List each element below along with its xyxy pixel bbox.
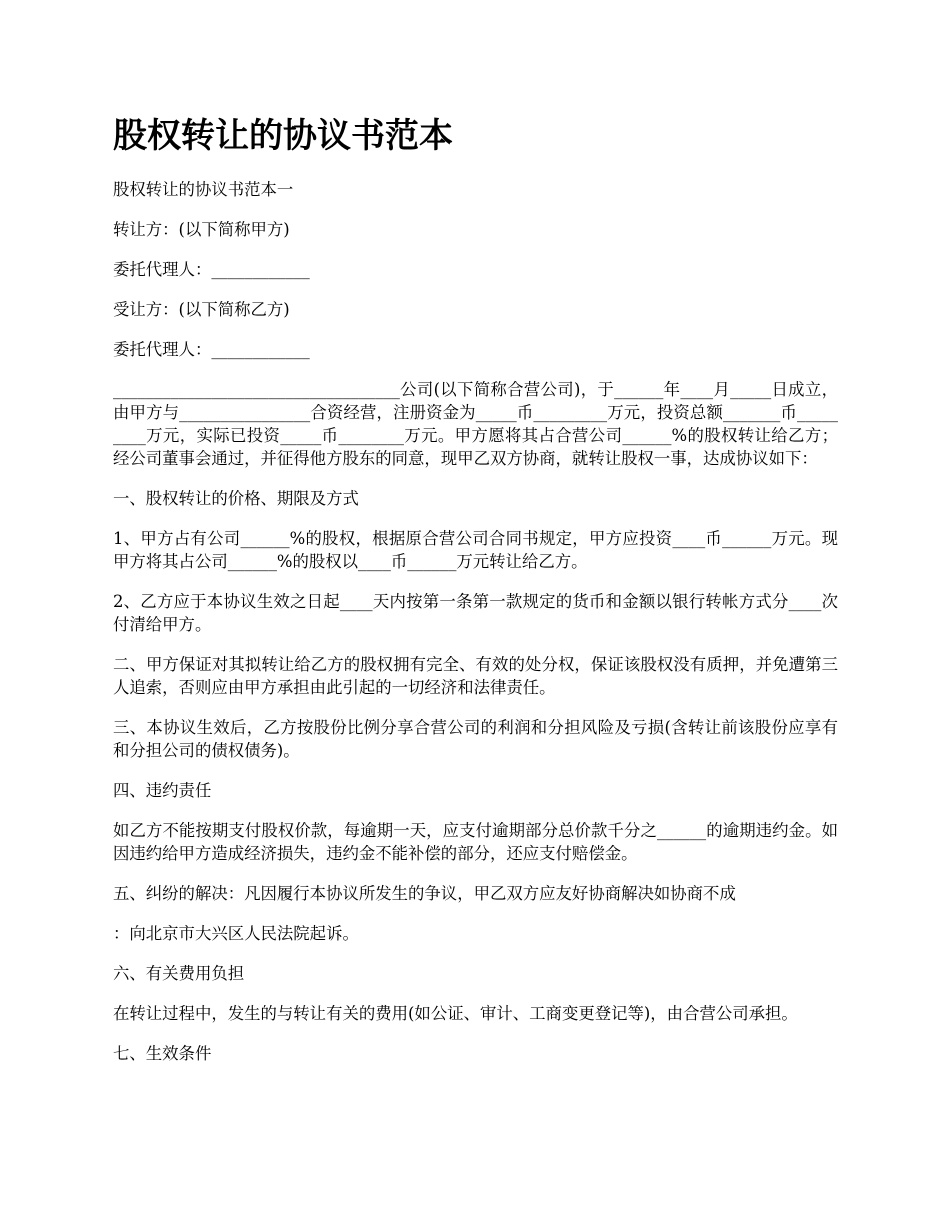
paragraph-heading-version: 股权转让的协议书范本一: [113, 180, 294, 199]
document-title: 股权转让的协议书范本: [113, 116, 453, 156]
clause-1-1: 1、甲方占有公司______%的股权，根据原合营公司合同书规定，甲方应投资____币______万元。现甲方将其占公司______%的股权以____币______万元转让给乙方。: [113, 529, 838, 571]
paragraph-transferor-agent: 委托代理人：____________: [113, 260, 310, 279]
section-heading-7: 七、生效条件: [113, 1044, 212, 1063]
paragraph-transferor: 转让方：(以下简称甲方): [113, 220, 290, 239]
section-3: 三、本协议生效后，乙方按股份比例分享合营公司的利润和分担风险及亏损(含转让前该股份应享有和分担公司的债权债务)。: [113, 718, 838, 760]
paragraph-transferee-agent: 委托代理人：____________: [113, 340, 310, 359]
clause-fees: 在转让过程中，发生的与转让有关的费用(如公证、审计、工商变更登记等)，由合营公司承担。: [113, 1004, 798, 1023]
section-heading-4: 四、违约责任: [113, 781, 212, 800]
document-page: [113, 112, 838, 1082]
section-2: 二、甲方保证对其拟转让给乙方的股权拥有完全、有效的处分权，保证该股权没有质押，并免遭第三人追索，否则应由甲方承担由此引起的一切经济和法律责任。: [113, 655, 838, 697]
paragraph-preamble: ___________________________________公司(以下简称合营公司)，于______年____月_____日成立，由甲方与________________合资经营，注册资金为_____币_________万元，投资总额_______币_________万元，实际已投资_____币________万元。甲方愿将其占合营公司______%的股权转让给乙方；经公司董事会通过，并征得他方股东的同意，现甲乙双方协商，就转让股权一事，达成协议如下：: [113, 380, 838, 468]
clause-breach: 如乙方不能按期支付股权价款，每逾期一天，应支付逾期部分总价款千分之______的逾期违约金。如因违约给甲方造成经济损失，违约金不能补偿的部分，还应支付赔偿金。: [113, 821, 838, 863]
section-5: 五、纠纷的解决：凡因履行本协议所发生的争议，甲乙双方应友好协商解决如协商不成: [113, 884, 736, 903]
clause-1-2: 2、乙方应于本协议生效之日起____天内按第一条第一款规定的货币和金额以银行转帐方式分____次付清给甲方。: [113, 592, 838, 634]
section-heading-6: 六、有关费用负担: [113, 964, 245, 983]
section-heading-1: 一、股权转让的价格、期限及方式: [113, 489, 359, 508]
paragraph-transferee: 受让方：(以下简称乙方): [113, 300, 290, 319]
section-5-continued: ：向北京市大兴区人民法院起诉。: [113, 924, 359, 943]
